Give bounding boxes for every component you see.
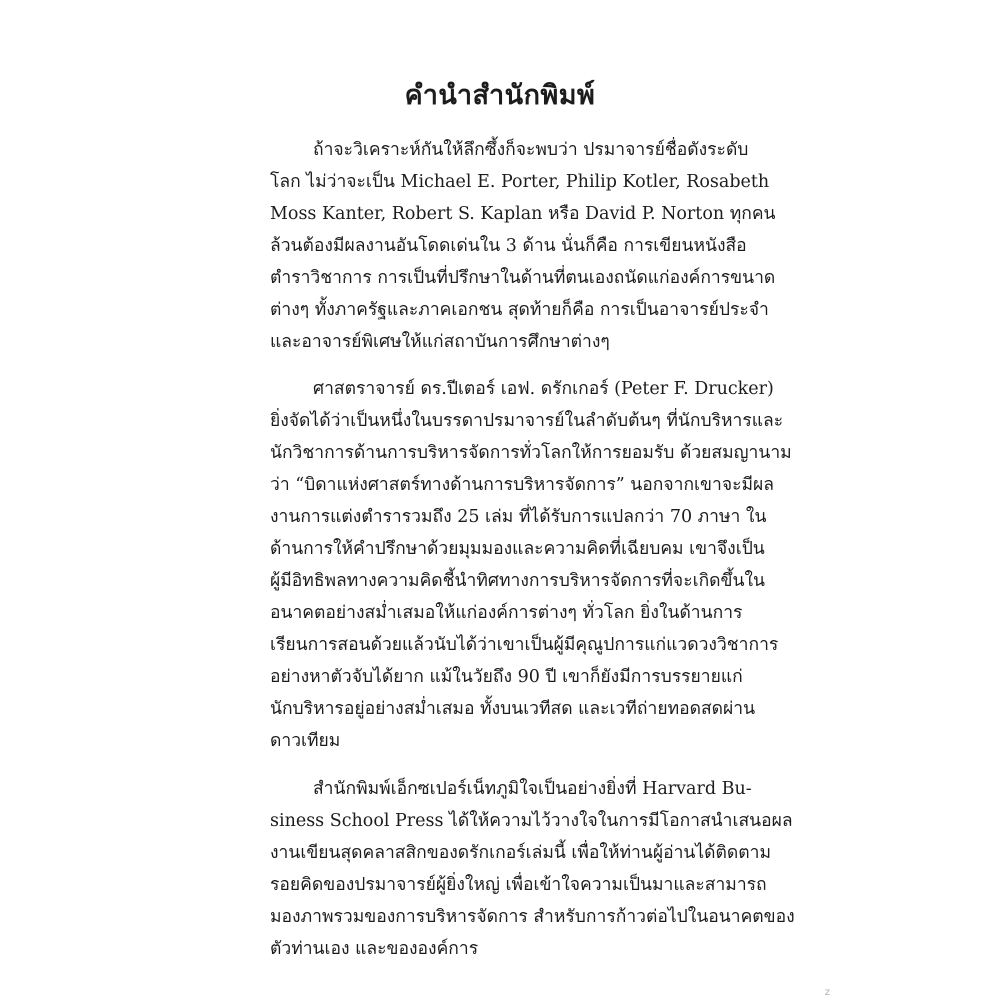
- paragraph-3-line: รอยคิดของปรมาจารย์ผู้ยิ่งใหญ่ เพื่อเข้าใจความเป็นมาและสามารถ: [270, 875, 767, 895]
- paragraph-1-line: โลก ไม่ว่าจะเป็น Michael E. Porter, Philip Kotler, Rosabeth: [270, 172, 770, 192]
- paragraph-2-line: ผู้มีอิทธิพลทางความคิดชี้นำทิศทางการบริหารจัดการที่จะเกิดขึ้นใน: [270, 571, 765, 591]
- paragraph-1-line: และอาจารย์พิเศษให้แก่สถาบันการศึกษาต่างๆ: [270, 332, 610, 352]
- paragraph-1-line: ตำราวิชาการ การเป็นที่ปรึกษาในด้านที่ตนเองถนัดแก่องค์การขนาด: [270, 268, 776, 288]
- paragraph-2-line: อนาคตอย่างสม่ำเสมอให้แก่องค์การต่างๆ ทั่วโลก ยิ่งในด้านการ: [270, 603, 743, 623]
- paragraph-3-line: ตัวท่านเอง และขององค์การ: [270, 939, 479, 959]
- paragraph-2-line: งานการแต่งตำรารวมถึง 25 เล่ม ที่ได้รับการแปลกว่า 70 ภาษา ใน: [270, 507, 767, 527]
- paragraph-2-line: ศาสตราจารย์ ดร.ปีเตอร์ เอฟ. ดรักเกอร์ (Peter F. Drucker): [313, 379, 774, 399]
- paragraph-3-line: งานเขียนสุดคลาสสิกของดรักเกอร์เล่มนี้ เพื่อให้ท่านผู้อ่านได้ติดตาม: [270, 843, 771, 863]
- paragraph-2-line: นักบริหารอยู่อย่างสม่ำเสมอ ทั้งบนเวทีสด และเวทีถ่ายทอดสดผ่าน: [270, 699, 756, 719]
- paragraph-3-line: สำนักพิมพ์เอ็กซเปอร์เน็ทภูมิใจเป็นอย่างยิ่งที่ Harvard Bu-: [313, 779, 752, 799]
- paragraph-2-line: ดาวเทียม: [270, 731, 341, 751]
- paragraph-3-line: มองภาพรวมของการบริหารจัดการ สำหรับการก้าวต่อไปในอนาคตของ: [270, 907, 795, 927]
- paragraph-2-line: ยิ่งจัดได้ว่าเป็นหนึ่งในบรรดาปรมาจารย์ในลำดับต้นๆ ที่นักบริหารและ: [270, 411, 784, 431]
- paragraph-2-line: ว่า “บิดาแห่งศาสตร์ทางด้านการบริหารจัดการ” นอกจากเขาจะมีผล: [270, 475, 774, 495]
- paragraph-2-line: เรียนการสอนด้วยแล้วนับได้ว่าเขาเป็นผู้มีคุณูปการแก่แวดวงวิชาการ: [270, 635, 779, 655]
- paragraph-2-line: อย่างหาตัวจับได้ยาก แม้ในวัยถึง 90 ปี เขาก็ยังมีการบรรยายแก่: [270, 667, 743, 687]
- paragraph-1-line: ถ้าจะวิเคราะห์กันให้ลึกซึ้งก็จะพบว่า ปรมาจารย์ชื่อดังระดับ: [313, 140, 749, 160]
- paragraph-2-line: นักวิชาการด้านการบริหารจัดการทั่วโลกให้การยอมรับ ด้วยสมญานาม: [270, 443, 792, 463]
- paragraph-1-line: Moss Kanter, Robert S. Kaplan หรือ David P. Norton ทุกคน: [270, 204, 776, 224]
- page-title: คำนำสำนักพิมพ์: [404, 80, 596, 111]
- paragraph-2-line: ด้านการให้คำปรึกษาด้วยมุมมองและความคิดที่เฉียบคม เขาจึงเป็น: [270, 539, 765, 559]
- paragraph-3-line: siness School Press ได้ให้ความไว้วางใจในการมีโอกาสนำเสนอผล: [270, 811, 793, 831]
- paragraph-1-line: ล้วนต้องมีผลงานอันโดดเด่นใน 3 ด้าน นั่นก็คือ การเขียนหนังสือ: [270, 236, 747, 256]
- corner-mark: z: [824, 987, 830, 998]
- paragraph-1-line: ต่างๆ ทั้งภาครัฐและภาคเอกชน สุดท้ายก็คือ การเป็นอาจารย์ประจำ: [270, 300, 769, 320]
